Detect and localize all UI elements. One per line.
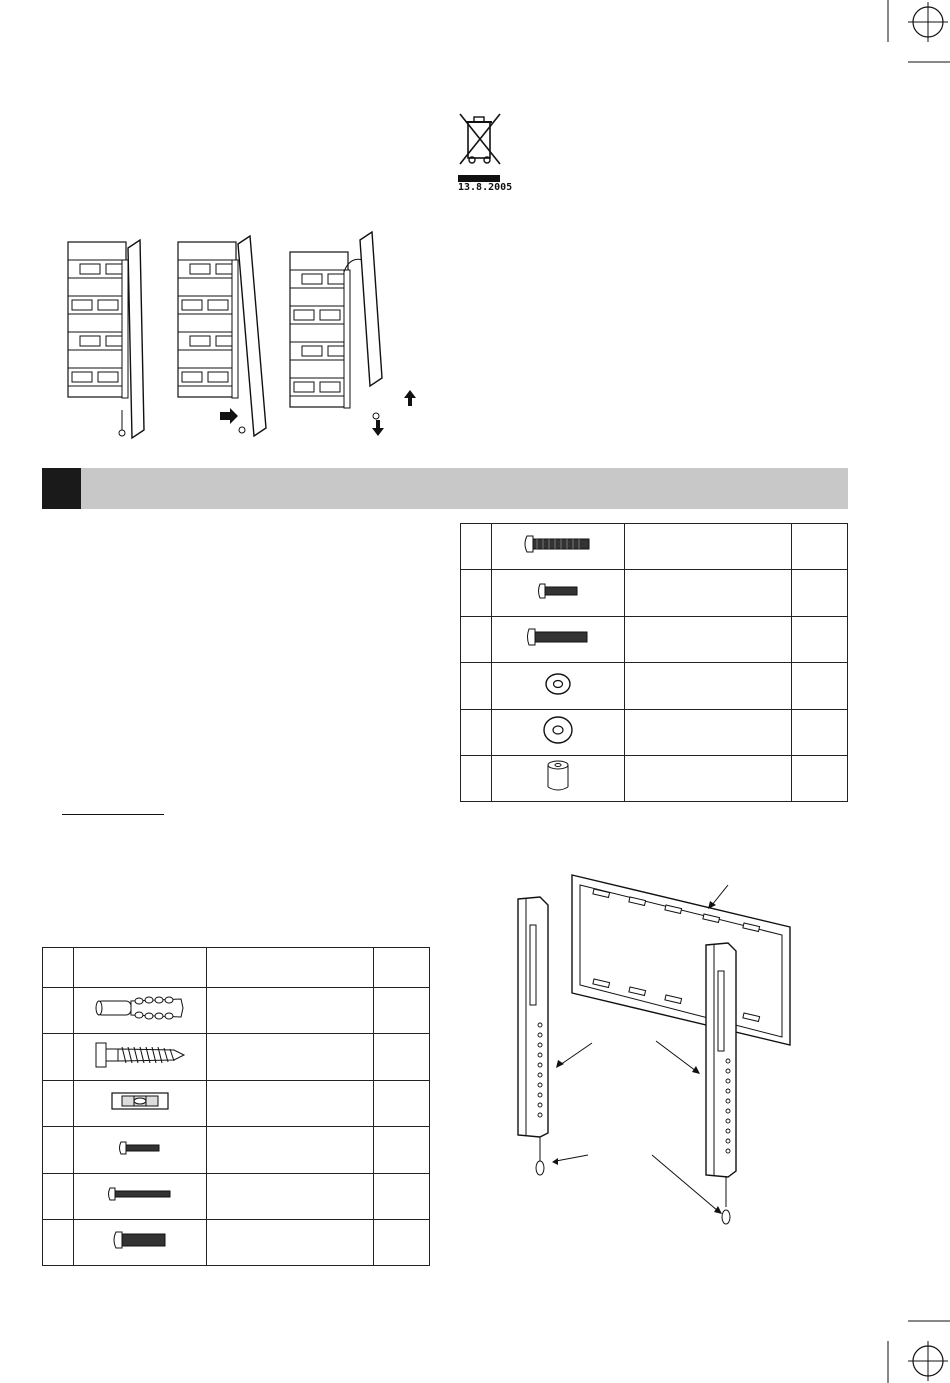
part-description <box>625 663 791 710</box>
part-description <box>207 1034 373 1081</box>
part-quantity <box>373 1174 429 1220</box>
part-quantity <box>791 570 848 617</box>
part-quantity <box>373 1127 429 1174</box>
wall-anchor-icon <box>93 993 187 1023</box>
section-number-box <box>42 468 81 509</box>
long-bolt-icon <box>523 533 593 555</box>
part-quantity <box>373 1081 429 1127</box>
weee-bar <box>458 175 500 182</box>
header-description <box>207 948 373 988</box>
crop-mark-bottom-icon <box>880 1313 950 1383</box>
part-id <box>461 663 492 710</box>
table-row <box>461 570 848 617</box>
table-row <box>43 1081 430 1127</box>
bracket-assembly-illustration <box>500 865 810 1245</box>
table-row <box>43 1034 430 1081</box>
part-description <box>625 524 791 570</box>
parts-table-right <box>460 523 848 802</box>
part-quantity <box>791 617 848 663</box>
small-screw-icon <box>118 1139 162 1157</box>
table-header-row <box>43 948 430 988</box>
table-row <box>43 1174 430 1220</box>
part-quantity <box>791 710 848 756</box>
part-id <box>461 524 492 570</box>
part-description <box>625 710 791 756</box>
spirit-level-icon <box>110 1089 170 1113</box>
part-id <box>461 570 492 617</box>
part-description <box>625 617 791 663</box>
table-row <box>43 1220 430 1266</box>
table-row <box>461 756 848 802</box>
parts-table-left <box>42 947 430 1266</box>
lag-bolt-icon <box>92 1040 188 1070</box>
part-description <box>207 1127 373 1174</box>
part-description <box>207 1174 373 1220</box>
part-quantity <box>791 756 848 802</box>
part-quantity <box>373 988 429 1034</box>
part-id <box>43 1034 74 1081</box>
table-row <box>461 663 848 710</box>
large-washer-icon <box>541 714 575 746</box>
part-quantity <box>373 1220 429 1266</box>
weee-recycling-symbol <box>456 108 513 194</box>
long-screw-icon <box>526 627 590 647</box>
bolt-icon <box>112 1229 168 1251</box>
table-row <box>461 710 848 756</box>
part-id <box>43 1127 74 1174</box>
part-id <box>43 1174 74 1220</box>
part-id <box>461 756 492 802</box>
header-quantity <box>373 948 429 988</box>
part-id <box>43 1081 74 1127</box>
part-quantity <box>373 1034 429 1081</box>
part-quantity <box>791 524 848 570</box>
part-id <box>461 710 492 756</box>
part-quantity <box>791 663 848 710</box>
part-description <box>625 570 791 617</box>
table-row <box>43 1127 430 1174</box>
spacer-icon <box>544 759 572 793</box>
tv-mounting-steps-illustration <box>60 230 420 455</box>
part-description <box>207 1220 373 1266</box>
part-id <box>43 988 74 1034</box>
part-description <box>207 988 373 1034</box>
underline-rule <box>62 814 164 815</box>
part-description <box>625 756 791 802</box>
table-row <box>461 617 848 663</box>
table-row <box>43 988 430 1034</box>
machine-screw-icon <box>107 1185 173 1203</box>
small-washer-icon <box>543 671 573 697</box>
part-id <box>43 1220 74 1266</box>
crop-mark-top-icon <box>880 0 950 70</box>
section-header-band <box>42 468 848 509</box>
table-row <box>461 524 848 570</box>
short-screw-icon <box>537 582 579 600</box>
weee-date: 13.8.2005 <box>458 182 513 193</box>
part-id <box>461 617 492 663</box>
header-image <box>73 948 207 988</box>
part-description <box>207 1081 373 1127</box>
crossed-bin-icon <box>456 108 504 168</box>
header-id <box>43 948 74 988</box>
